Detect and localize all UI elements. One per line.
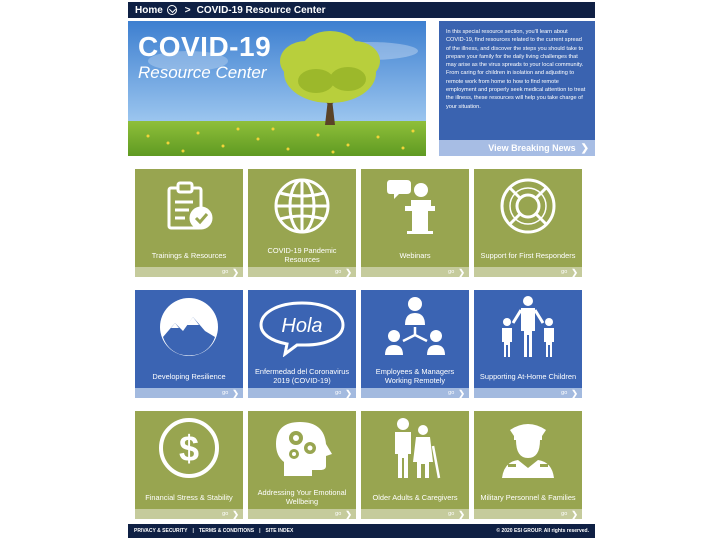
- tile-go-link[interactable]: go ❯: [248, 388, 356, 398]
- globe-icon: [272, 176, 332, 236]
- footer-separator: |: [192, 528, 194, 534]
- chevron-right-icon: ❯: [232, 509, 239, 519]
- tile-go-link[interactable]: go ❯: [135, 509, 243, 519]
- tile-enfermedad-coronavirus[interactable]: [248, 290, 356, 398]
- dollar-coin-icon: [157, 416, 221, 480]
- tile-webinars[interactable]: [361, 169, 469, 277]
- mountain-circle-icon: [157, 295, 221, 359]
- tile-trainings-resources[interactable]: [135, 169, 243, 277]
- hero-banner: [128, 21, 426, 156]
- breadcrumb: [128, 2, 595, 18]
- breadcrumb-separator: >: [184, 4, 191, 16]
- tile-go-link[interactable]: go ❯: [474, 509, 582, 519]
- intro-text: In this special resource section, you'll learn about COVID-19, find resources related to the current spread of the illness, and discover the steps you should take to prepare your family for the daily living challenges that may arise as the virus spreads to your local community. From caring for children in isolation and adjusting to remote work from home to how to find remote employment and properly seek medical attention to treat the illness, these resources will help you take charge of your situation.: [446, 29, 586, 110]
- tile-go-link[interactable]: go ❯: [135, 267, 243, 277]
- tile-financial-stress-stability[interactable]: [135, 411, 243, 519]
- tile-label: Trainings & Resources: [151, 250, 227, 260]
- tile-label: Support for First Responders: [480, 250, 576, 260]
- tile-employees-managers-remote[interactable]: [361, 290, 469, 398]
- parent-children-icon: [496, 295, 560, 359]
- tile-older-adults-caregivers[interactable]: [361, 411, 469, 519]
- tile-support-first-responders[interactable]: [474, 169, 582, 277]
- speaker-podium-icon: [385, 176, 445, 236]
- hola-text: Hola: [281, 315, 323, 337]
- tile-go-link[interactable]: go ❯: [248, 509, 356, 519]
- chevron-down-icon[interactable]: [167, 5, 177, 15]
- head-gears-icon: [270, 416, 334, 480]
- team-network-icon: [383, 295, 447, 359]
- tile-covid-pandemic-resources[interactable]: [248, 169, 356, 277]
- tile-go-link[interactable]: go ❯: [248, 267, 356, 277]
- footer: [128, 524, 595, 538]
- tile-label: Developing Resilience: [152, 371, 226, 381]
- hola-speech-bubble-icon: [257, 297, 347, 357]
- life-preserver-icon: [498, 176, 558, 236]
- chevron-right-icon: ❯: [571, 388, 578, 398]
- tile-go-link[interactable]: go ❯: [135, 388, 243, 398]
- breadcrumb-home-link[interactable]: Home: [135, 4, 163, 16]
- tile-label: COVID-19 Pandemic Resources: [267, 246, 337, 264]
- tile-label: Military Personnel & Families: [480, 492, 576, 502]
- tile-label: Older Adults & Caregivers: [372, 492, 458, 502]
- view-breaking-news-label: View Breaking News: [488, 143, 576, 153]
- chevron-right-icon: ❯: [232, 267, 239, 277]
- military-officer-icon: [496, 416, 560, 480]
- chevron-right-icon: ❯: [571, 509, 578, 519]
- chevron-right-icon: ❯: [458, 267, 465, 277]
- clipboard-check-icon: [161, 178, 217, 234]
- hero-subtitle: Resource Center: [138, 63, 267, 82]
- chevron-right-icon: ❯: [458, 388, 465, 398]
- breadcrumb-current: COVID-19 Resource Center: [196, 4, 326, 16]
- chevron-right-icon: ❯: [580, 142, 589, 154]
- tile-go-link[interactable]: go ❯: [361, 509, 469, 519]
- hero-title: COVID-19: [138, 31, 272, 62]
- tile-go-link[interactable]: go ❯: [361, 267, 469, 277]
- tile-label: Employees & Managers Working Remotely: [375, 367, 455, 385]
- tile-label: Enfermedad del Coronavirus 2019 (COVID-19): [254, 367, 350, 385]
- tile-label: Addressing Your Emotional Wellbeing: [257, 488, 347, 506]
- tile-label: Webinars: [399, 250, 431, 260]
- intro-panel: [439, 21, 595, 156]
- tile-developing-resilience[interactable]: [135, 290, 243, 398]
- site-index-link[interactable]: SITE INDEX: [265, 528, 294, 534]
- tile-go-link[interactable]: go ❯: [474, 388, 582, 398]
- elderly-couple-icon: [383, 416, 447, 480]
- tile-emotional-wellbeing[interactable]: [248, 411, 356, 519]
- chevron-right-icon: ❯: [345, 509, 352, 519]
- chevron-right-icon: ❯: [345, 388, 352, 398]
- chevron-right-icon: ❯: [458, 509, 465, 519]
- chevron-right-icon: ❯: [232, 388, 239, 398]
- privacy-security-link[interactable]: PRIVACY & SECURITY: [134, 528, 188, 534]
- view-breaking-news-button[interactable]: [439, 140, 595, 156]
- footer-separator: |: [259, 528, 261, 534]
- tile-military-personnel-families[interactable]: [474, 411, 582, 519]
- chevron-right-icon: ❯: [571, 267, 578, 277]
- tile-go-link[interactable]: go ❯: [361, 388, 469, 398]
- chevron-right-icon: ❯: [345, 267, 352, 277]
- svg-text:$: $: [178, 428, 200, 469]
- tile-label: Financial Stress & Stability: [145, 492, 233, 502]
- tile-go-link[interactable]: go ❯: [474, 267, 582, 277]
- copyright-text: © 2020 ESI GROUP. All rights reserved.: [496, 528, 589, 534]
- tile-label: Supporting At-Home Children: [479, 371, 577, 381]
- tile-supporting-at-home-children[interactable]: [474, 290, 582, 398]
- terms-conditions-link[interactable]: TERMS & CONDITIONS: [198, 528, 255, 534]
